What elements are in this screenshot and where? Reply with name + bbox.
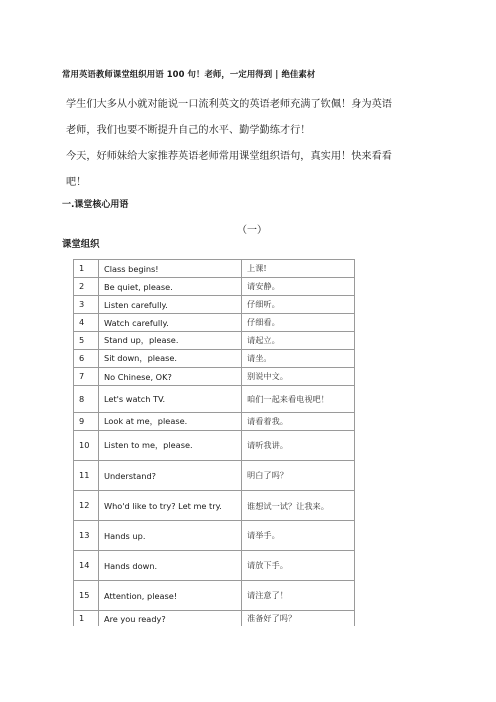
row-number: 11	[74, 461, 99, 491]
chinese-phrase: 咱们一起来看电视吧！	[242, 386, 355, 413]
table-row	[74, 314, 355, 332]
row-number: 8	[74, 386, 99, 413]
table-row	[74, 278, 355, 296]
chinese-phrase: 仔细看。	[242, 314, 355, 332]
english-phrase: Understand?	[99, 461, 242, 491]
chinese-phrase: 请举手。	[242, 521, 355, 551]
row-number: 1	[74, 611, 99, 627]
table-label: 课堂组织	[62, 239, 100, 250]
section-heading: 一.课堂核心用语	[62, 200, 129, 210]
english-phrase: Hands up.	[99, 521, 242, 551]
table-row	[74, 461, 355, 491]
row-number: 9	[74, 413, 99, 431]
table-row	[74, 260, 355, 278]
english-phrase: Class begins!	[99, 260, 242, 278]
english-phrase: Listen to me，please.	[99, 431, 242, 461]
english-phrase: Who'd like to try? Let me try.	[99, 491, 242, 521]
chinese-phrase: 上课!	[242, 260, 355, 278]
english-phrase: Sit down，please.	[99, 350, 242, 368]
table-row	[74, 332, 355, 350]
chinese-phrase: 请安静。	[242, 278, 355, 296]
row-number: 1	[74, 260, 99, 278]
row-number: 5	[74, 332, 99, 350]
table-row	[74, 350, 355, 368]
english-phrase: Look at me，please.	[99, 413, 242, 431]
chinese-phrase: 仔细听。	[242, 296, 355, 314]
row-number: 6	[74, 350, 99, 368]
table-row	[74, 386, 355, 413]
chinese-phrase: 别说中文。	[242, 368, 355, 386]
intro-paragraph-2: 今天，好师妹给大家推荐英语老师常用课堂组织语句，真实用！快来看看吧！	[66, 151, 392, 188]
table-row	[74, 491, 355, 521]
row-number: 3	[74, 296, 99, 314]
intro-paragraph-1: 学生们大多从小就对能说一口流利英文的英语老师充满了钦佩！身为英语老师，我们也要不断提升自己的水平、勤学勤练才行！	[66, 99, 392, 136]
table-row	[74, 551, 355, 581]
table-row	[74, 581, 355, 611]
row-number: 2	[74, 278, 99, 296]
table-row	[74, 611, 355, 627]
chinese-phrase: 请坐。	[242, 350, 355, 368]
document-title: 常用英语教师课堂组织用语 100 句！老师，一定用得到 | 绝佳素材	[62, 69, 316, 79]
row-number: 15	[74, 581, 99, 611]
row-number: 13	[74, 521, 99, 551]
row-number: 10	[74, 431, 99, 461]
chinese-phrase: 请看着我。	[242, 413, 355, 431]
english-phrase: No Chinese, OK?	[99, 368, 242, 386]
english-phrase: Are you ready?	[99, 611, 242, 627]
english-phrase: Attention, please!	[99, 581, 242, 611]
row-number: 4	[74, 314, 99, 332]
sub-heading: （一）	[237, 225, 267, 236]
english-phrase: Be quiet, please.	[99, 278, 242, 296]
english-phrase: Let's watch TV.	[99, 386, 242, 413]
table-row	[74, 413, 355, 431]
chinese-phrase: 请听我讲。	[242, 431, 355, 461]
chinese-phrase: 请起立。	[242, 332, 355, 350]
phrase-table	[73, 259, 355, 626]
english-phrase: Watch carefully.	[99, 314, 242, 332]
row-number: 12	[74, 491, 99, 521]
chinese-phrase: 谁想试一试？让我来。	[242, 491, 355, 521]
row-number: 14	[74, 551, 99, 581]
chinese-phrase: 准备好了吗？	[242, 611, 355, 627]
table-row	[74, 296, 355, 314]
table-row	[74, 368, 355, 386]
chinese-phrase: 请放下手。	[242, 551, 355, 581]
table-row	[74, 521, 355, 551]
english-phrase: Stand up，please.	[99, 332, 242, 350]
english-phrase: Hands down.	[99, 551, 242, 581]
chinese-phrase: 请注意了！	[242, 581, 355, 611]
row-number: 7	[74, 368, 99, 386]
english-phrase: Listen carefully.	[99, 296, 242, 314]
chinese-phrase: 明白了吗？	[242, 461, 355, 491]
table-row	[74, 431, 355, 461]
